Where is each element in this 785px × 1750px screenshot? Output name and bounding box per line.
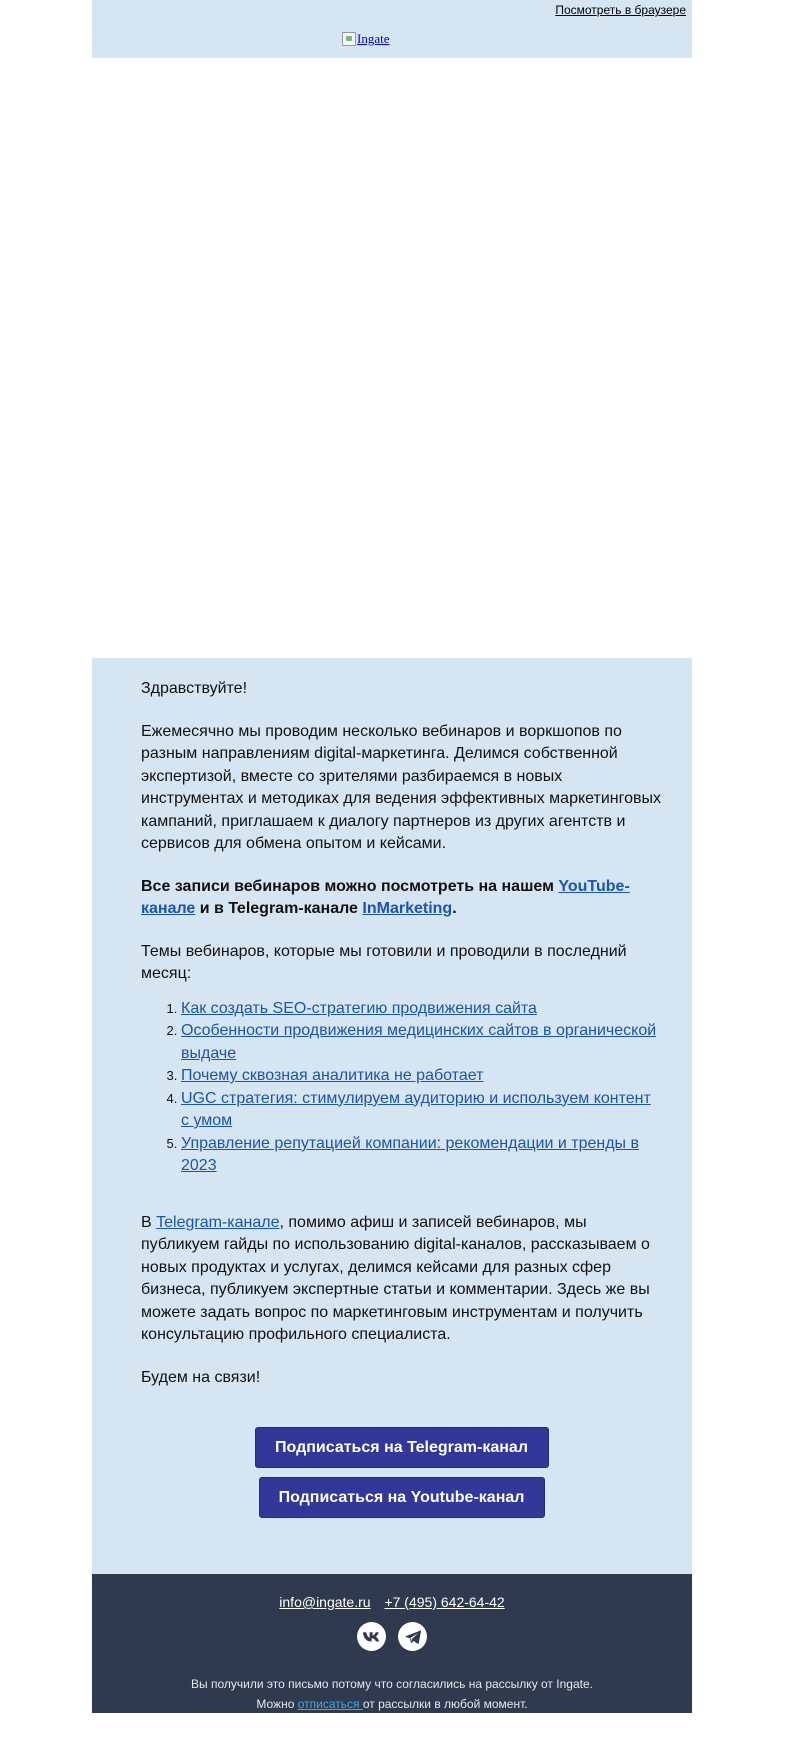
subscribe-telegram-button[interactable]: Подписаться на Telegram-канал — [255, 1427, 549, 1468]
telegram-channel-link[interactable]: Telegram-канале — [156, 1213, 280, 1231]
telegram-text: , помимо афиш и записей вебинаров, мы публикуем гайды по использованию digital-каналов, рассказываем о новых продуктах и услугах, делимся кейсами для разных сфер бизнеса, публикуем экспертные статьи и комментарии. Здесь же вы можете задать вопрос по маркетинговым инструментам и получить консультацию профильного специалиста. — [141, 1213, 650, 1343]
closing-text: Будем на связи! — [141, 1368, 261, 1386]
topic-link-seo[interactable]: Как создать SEO-стратегию продвижения сайта — [181, 999, 537, 1017]
view-in-browser-link[interactable]: Посмотреть в браузере — [555, 3, 686, 17]
social-links — [92, 1622, 692, 1651]
logo-alt-text: Ingate — [357, 31, 390, 46]
list-item — [181, 998, 662, 1021]
greeting: Здравствуйте! — [141, 680, 248, 697]
list-item — [181, 1020, 662, 1065]
note-prefix: Можно — [256, 1697, 298, 1711]
list-item — [181, 1133, 662, 1178]
topics-intro: Темы вебинаров, которые мы готовили и проводили в последний месяц: — [141, 942, 627, 982]
intro-paragraph: Ежемесячно мы проводим несколько вебинаров и воркшопов по разным направлениям digital-маркетинга. Делимся собственной экспертизой, вместе со зрителями разбираемся в новых инструментах и методиках для ведения эффективных маркетинговых кампаний, приглашаем к диалогу партнеров из других агентств и сервисов для обмена опытом и кейсами. — [141, 722, 661, 852]
telegram-prefix: В — [141, 1213, 157, 1231]
records-prefix: Все записи вебинаров можно посмотреть на нашем — [141, 877, 559, 895]
telegram-icon[interactable] — [398, 1622, 427, 1651]
phone-link[interactable]: +7 (495) 642-64-42 — [384, 1594, 505, 1610]
topic-link-ugc[interactable]: UGC стратегия: стимулируем аудиторию и используем контент с умом — [181, 1089, 651, 1129]
records-paragraph — [141, 876, 662, 921]
button-group — [141, 1427, 662, 1518]
topics-list — [141, 998, 662, 1178]
subscribe-youtube-button[interactable]: Подписаться на Youtube-канал — [259, 1477, 545, 1518]
note-suffix: от рассылки в любой момент. — [362, 1697, 528, 1711]
email-footer — [92, 1574, 692, 1713]
records-suffix: . — [452, 900, 457, 917]
email-body — [92, 658, 692, 1574]
footer-note — [92, 1674, 692, 1714]
records-middle: и в Telegram-канале — [195, 900, 363, 917]
vk-icon[interactable] — [357, 1622, 386, 1651]
telegram-paragraph — [141, 1212, 662, 1347]
hero-image-area — [92, 58, 692, 658]
list-item — [181, 1088, 662, 1133]
email-link[interactable]: info@ingate.ru — [279, 1594, 371, 1610]
inmarketing-link[interactable]: InMarketing — [362, 900, 453, 917]
broken-image-icon — [342, 32, 356, 46]
topic-link-reputation[interactable]: Управление репутацией компании: рекомендации и тренды в 2023 — [181, 1134, 639, 1174]
unsubscribe-link[interactable]: отписаться — [297, 1697, 363, 1711]
list-item — [181, 1065, 662, 1088]
youtube-channel-link[interactable]: YouTube-канале — [141, 877, 630, 917]
topic-link-medical[interactable]: Особенности продвижения медицинских сайтов в органической выдаче — [181, 1022, 657, 1062]
contacts — [92, 1594, 692, 1610]
topic-link-analytics[interactable]: Почему сквозная аналитика не работает — [181, 1067, 484, 1084]
note-line-1: Вы получили это письмо потому что согласились на рассылку от Ingate. — [191, 1677, 593, 1691]
note-line-2 — [92, 1694, 692, 1714]
email-container — [92, 0, 692, 1713]
email-header — [92, 0, 692, 58]
ingate-logo-link[interactable] — [342, 31, 389, 47]
